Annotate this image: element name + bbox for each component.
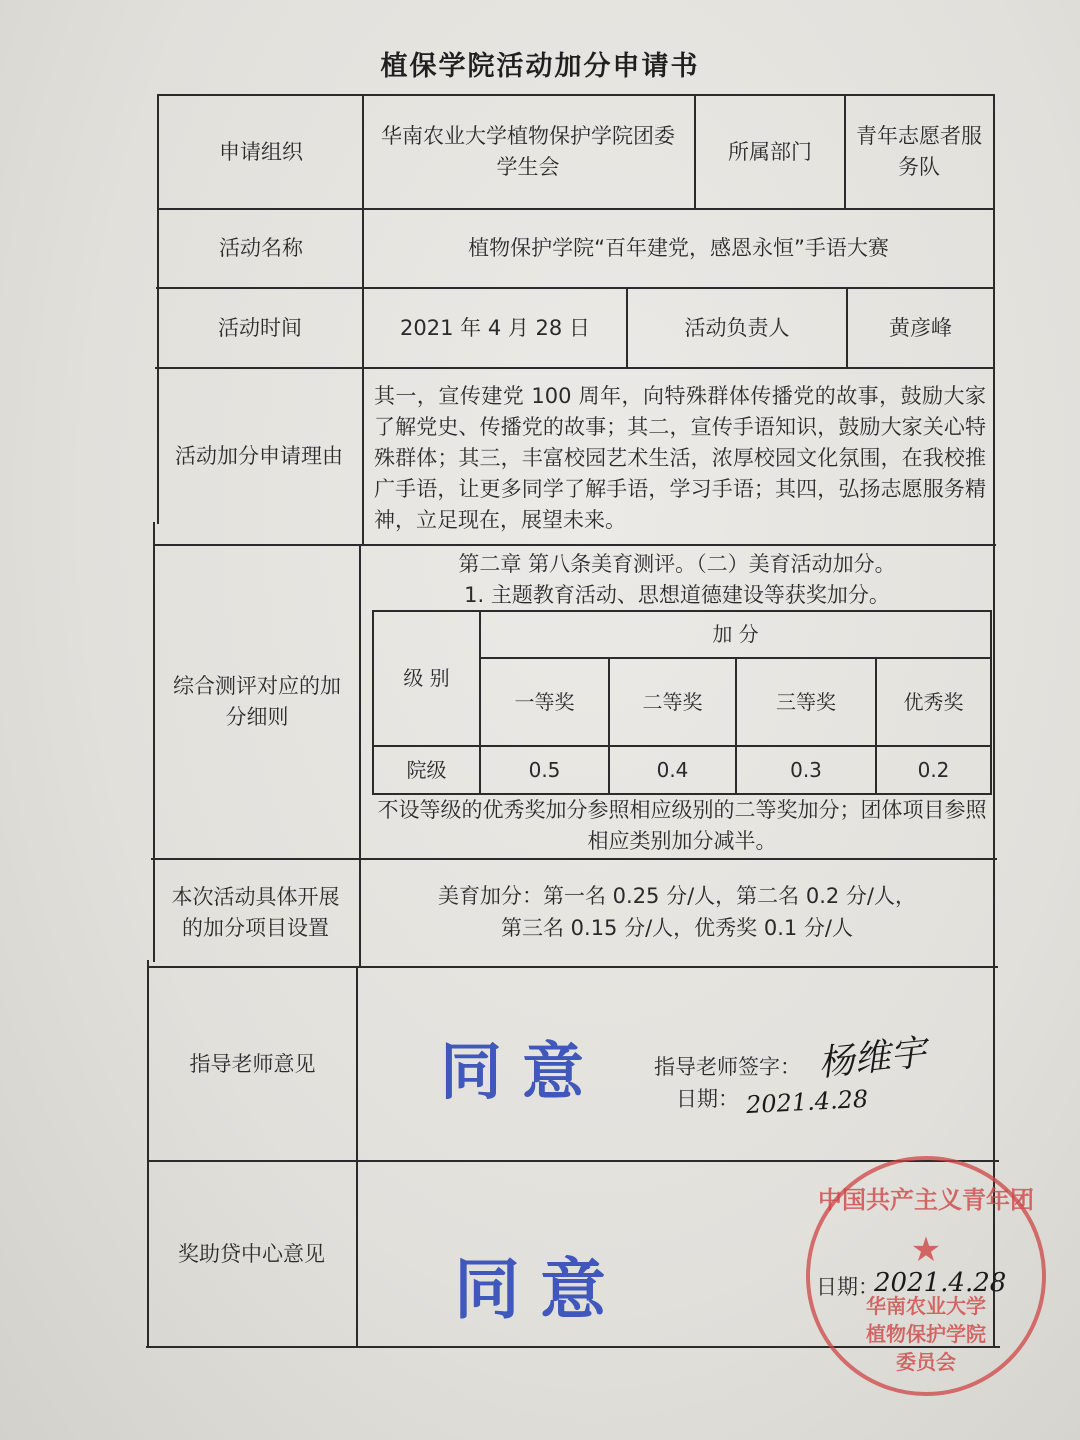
label-divider <box>356 966 358 1348</box>
teacher-date-label: 日期： <box>676 1086 739 1111</box>
activity-name-label: 活动名称 <box>219 236 303 260</box>
activity-name-value: 植物保护学院“百年建党，感恩永恒”手语大赛 <box>468 236 889 260</box>
level-header: 级 别 <box>403 666 450 690</box>
center-approve-stamp: 同意 <box>454 1250 626 1328</box>
activity-time-value: 2021 年 4 月 28 日 <box>400 315 590 340</box>
score-excellence: 0.2 <box>917 757 950 782</box>
setting-label: 本次活动具体开展的加分项目设置 <box>171 885 340 940</box>
col-excellence-prize: 优秀奖 <box>903 689 964 714</box>
reason-label: 活动加分申请理由 <box>175 444 343 468</box>
form-title: 植保学院活动加分申请书 <box>380 51 700 82</box>
col-divider <box>844 94 846 208</box>
score-header: 加 分 <box>712 622 759 646</box>
leader-value: 黄彦峰 <box>889 315 952 340</box>
center-date: 2021.4.28 <box>874 1268 1007 1298</box>
rules-note: 不设等级的优秀奖加分参照相应级别的二等奖加分；团体项目参照相应类别加分减半。 <box>377 798 987 853</box>
teacher-approve-stamp: 同意 <box>440 1035 605 1108</box>
col-second-prize: 二等奖 <box>642 689 703 714</box>
seal-top-text: 中国共产主义青年团 <box>818 1186 1034 1214</box>
seal-bottom-text-2: 植物保护学院 <box>866 1322 986 1346</box>
seal-bottom-text-1: 华南农业大学 <box>866 1294 986 1318</box>
row-college-level: 院级 <box>406 757 447 782</box>
leader-label: 活动负责人 <box>684 315 790 340</box>
col-first-prize: 一等奖 <box>514 689 575 714</box>
score-table-right <box>990 610 992 795</box>
teacher-date: 2021.4.28 <box>745 1084 869 1120</box>
seal-star-icon: ★ <box>910 1230 942 1270</box>
rules-line-2: 1. 主题教育活动、思想道德建设等获奖加分。 <box>464 582 890 607</box>
setting-line-2: 第三名 0.15 分/人，优秀奖 0.1 分/人 <box>500 915 853 940</box>
teacher-opinion-label: 指导老师意见 <box>189 1051 316 1076</box>
rules-label: 综合测评对应的加分细则 <box>173 674 341 729</box>
org-label: 申请组织 <box>219 139 303 164</box>
col-third-prize: 三等奖 <box>776 689 836 714</box>
teacher-sign-label: 指导老师签字： <box>654 1054 801 1079</box>
official-seal <box>806 1156 1046 1396</box>
dept-value: 青年志愿者服务队 <box>856 124 982 179</box>
border-right <box>993 94 995 1348</box>
org-value: 华南农业大学植物保护学院团委学生会 <box>381 124 675 179</box>
reason-value: 其一，宣传建党 100 周年，向特殊群体传播党的故事，鼓励大家了解党史、传播党的故事；其二，宣传手语知识，鼓励大家关心特殊群体；其三，丰富校园艺术生活，浓厚校园文化氛围，在我校推广手语，让更多同学了解手语，学习手语；其四，弘扬志愿服务精神，立足现在，展望未来。 <box>374 383 986 532</box>
seal-bottom-text-3: 委员会 <box>896 1350 956 1374</box>
dept-label: 所属部门 <box>728 139 812 164</box>
score-second: 0.4 <box>656 757 689 782</box>
score-third: 0.3 <box>790 757 822 782</box>
rules-line-1: 第二章 第八条美育测评。（二）美育活动加分。 <box>458 551 896 576</box>
center-date-label: 日期： <box>816 1274 879 1299</box>
teacher-signature: 杨维宇 <box>816 1032 929 1085</box>
score-first: 0.5 <box>528 757 561 782</box>
setting-line-1: 美育加分：第一名 0.25 分/人，第二名 0.2 分/人， <box>437 883 916 908</box>
activity-time-label: 活动时间 <box>218 315 302 340</box>
center-opinion-label: 奖助贷中心意见 <box>178 1241 325 1266</box>
